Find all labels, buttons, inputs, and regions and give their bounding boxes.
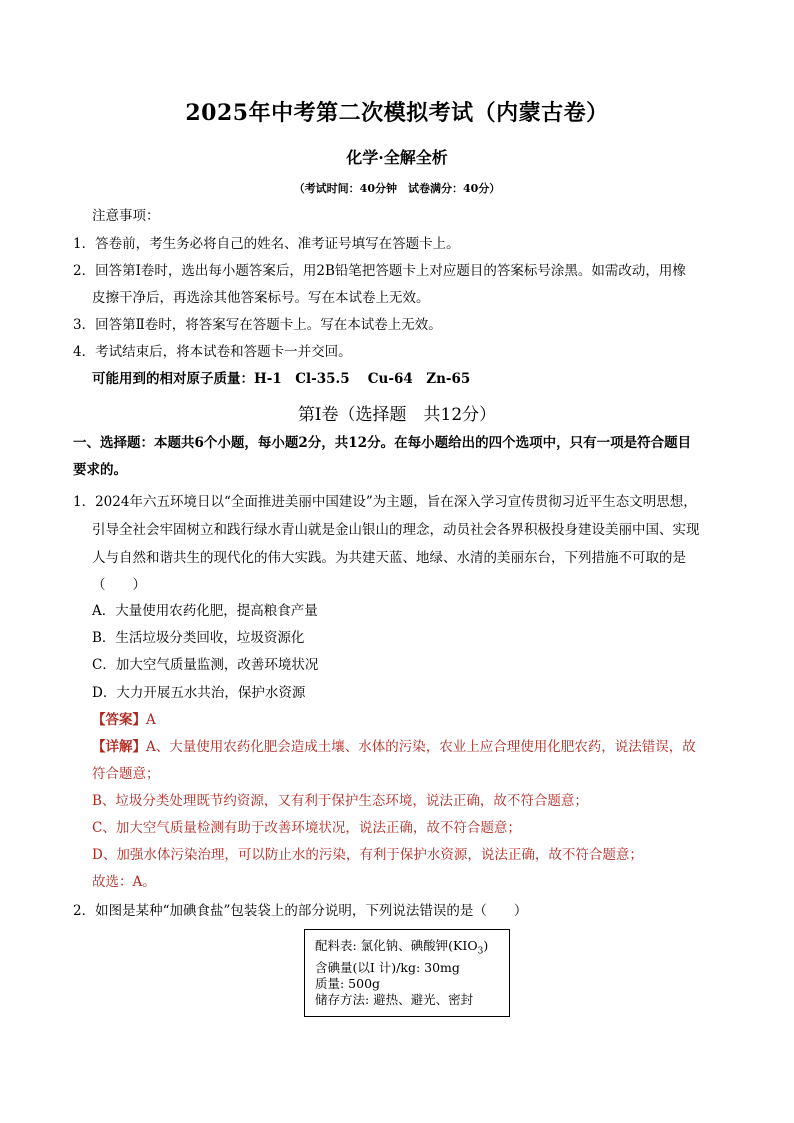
question-1-option-c: C．加大空气质量监测，改善环境状况 — [92, 657, 319, 673]
salt-label-box — [304, 929, 510, 1017]
note-item: 皮擦干净后，再选涂其他答案标号。写在本试卷上无效。 — [92, 290, 430, 306]
question-1-option-b: B．生活垃圾分类回收，垃圾资源化 — [92, 630, 305, 646]
atomic-mass-note: 可能用到的相对原子质量：H-1 Cl-35.5 Cu-64 Zn-65 — [92, 371, 471, 387]
question-1-answer — [92, 711, 156, 729]
label-storage: 储存方法: 避热、避光、密封 — [315, 991, 474, 1007]
analysis-line: A、大量使用农药化肥会造成土壤、水体的污染，农业上应合理使用化肥农药，说法错误，故 — [146, 739, 696, 755]
analysis-line: 故选：A。 — [92, 874, 156, 890]
analysis-line: 符合题意； — [92, 766, 160, 782]
answer-label: 【答案】 — [92, 712, 146, 728]
label-mass: 质量: 500g — [315, 975, 381, 991]
question-1-option-a: A．大量使用农药化肥，提高粮食产量 — [92, 603, 318, 619]
analysis-label: 【详解】 — [92, 739, 146, 755]
section-intro: 要求的。 — [73, 462, 127, 478]
section-title: 第Ⅰ卷（选择题 共12分） — [297, 405, 497, 425]
exam-info: （考试时间：40分钟 试卷满分：40分） — [293, 182, 501, 195]
note-item: 4．考试结束后，将本试卷和答题卡一并交回。 — [73, 344, 352, 360]
question-1-stem: 1．2024年六五环境日以“全面推进美丽中国建设”为主题，旨在深入学习宣传贯彻习近平生态文明思想， — [73, 494, 697, 510]
page-subtitle: 化学·全解全析 — [346, 148, 448, 167]
question-1-analysis — [92, 738, 696, 756]
note-item: 2．回答第Ⅰ卷时，选出每小题答案后，用2B铅笔把答题卡上对应题目的答案标号涂黑。如需改动，用橡 — [73, 263, 686, 279]
section-intro: 一、选择题：本题共6个小题，每小题2分，共12分。在每小题给出的四个选项中，只有一项是符合题目 — [73, 435, 692, 451]
label-iodine-content: 含碘量(以I 计)/kg: 30mg — [315, 959, 460, 975]
page-title: 2025年中考第二次模拟考试（内蒙古卷） — [185, 100, 609, 126]
analysis-line: D、加强水体污染治理，可以防止水的污染，有利于保护水资源，说法正确，故不符合题意； — [92, 847, 643, 863]
note-item: 3．回答第Ⅱ卷时，将答案写在答题卡上。写在本试卷上无效。 — [73, 317, 442, 333]
question-2-stem: 2．如图是某种“加碘食盐”包装袋上的部分说明，下列说法错误的是（ ） — [73, 903, 528, 919]
question-1-stem: （ ） — [92, 577, 146, 593]
note-item: 1．答卷前，考生务必将自己的姓名、准考证号填写在答题卡上。 — [73, 236, 460, 252]
question-1-stem: 人与自然和谐共生的现代化的伟大实践。为共建天蓝、地绿、水清的美丽东台，下列措施不可取的是 — [92, 550, 686, 566]
analysis-line: B、垃圾分类处理既节约资源，又有利于保护生态环境，说法正确，故不符合题意； — [92, 793, 588, 809]
notes-heading: 注意事项： — [92, 208, 160, 224]
analysis-line: C、加大空气质量检测有助于改善环境状况，说法正确，故不符合题意； — [92, 820, 521, 836]
answer-value: A — [146, 712, 156, 728]
question-1-stem: 引导全社会牢固树立和践行绿水青山就是金山银山的理念，动员社会各界积极投身建设美丽中国、实现 — [92, 522, 700, 538]
label-ingredients: 配料表: 氯化钠、碘酸钾$(KIO_3)$ — [315, 938, 489, 957]
question-1-option-d: D．大力开展五水共治，保护水资源 — [92, 685, 306, 701]
